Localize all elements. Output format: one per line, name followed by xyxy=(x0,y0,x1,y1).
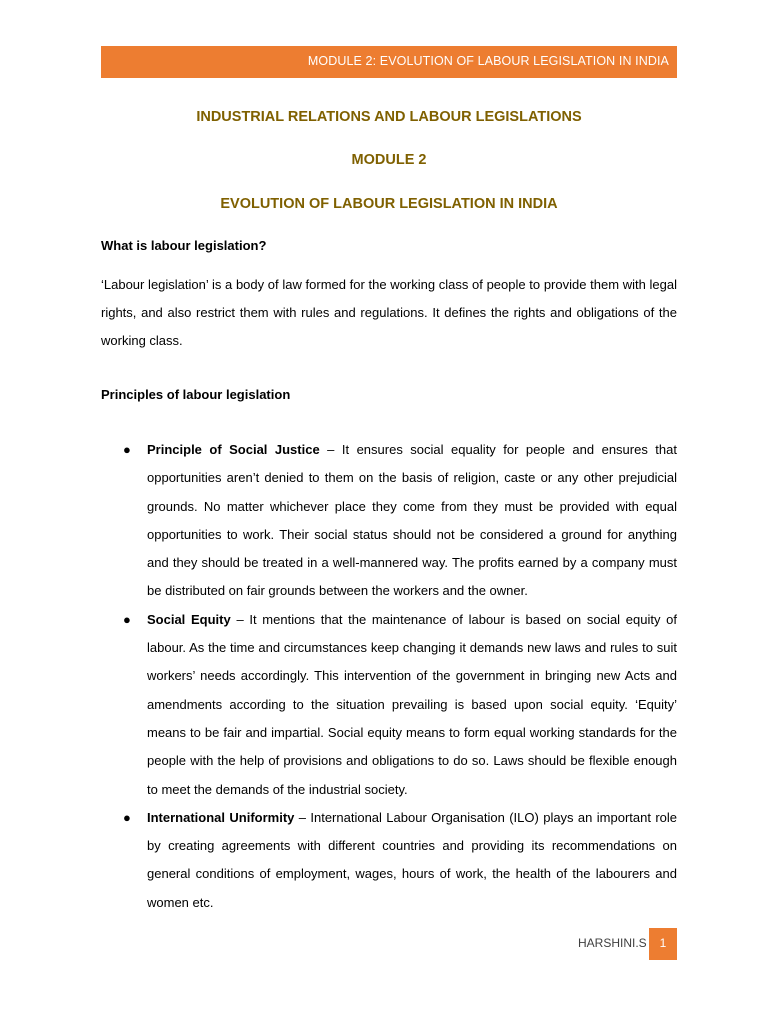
module-title: MODULE 2 xyxy=(351,152,427,168)
bullet-icon: ● xyxy=(123,611,131,627)
footer-author: HARSHINI.S xyxy=(578,936,647,950)
principle-description: – International Labour Organisation (ILO) plays an important role by creating agreements with different countries and providing its recommendations on general conditions of employment, wages, hours of work, the health of the labourers and women etc. xyxy=(147,809,678,910)
list-item xyxy=(101,436,677,606)
principle-description: – It ensures social equality for people and ensures that opportunities aren’t denied to them on the basis of religion, caste or any other prejudicial grounds. No matter whichever place they come from they must be provided with equal opportunities to work. Their social status should not be considered a ground for anything and they should be treated in a well-mannered way. The profits earned by a company must be distributed on fair grounds between the workers and the owner. xyxy=(147,442,677,599)
page-number-badge: 1 xyxy=(649,928,677,960)
module-subtitle: EVOLUTION OF LABOUR LEGISLATION IN INDIA xyxy=(220,196,558,212)
principle-description: – It mentions that the maintenance of labour is based on social equity of labour. As the time and circumstances keep changing it demands new laws and rules to suit workers’ needs accordingly. This intervention of the government in bringing new Acts and amendments according to the situation prevailing is based upon social equity. ‘Equity’ means to be fair and impartial. Social equity means to form equal working standards for the people with the help of provisions and obligations to do so. Laws should be flexible enough to meet the demands of the industrial society. xyxy=(147,611,677,797)
principles-list xyxy=(101,436,677,917)
running-header xyxy=(101,46,677,78)
section-heading-principles: Principles of labour legislation xyxy=(101,387,291,402)
principle-term: Principle of Social Justice xyxy=(147,442,320,457)
bullet-icon: ● xyxy=(123,809,131,825)
running-header-title: MODULE 2: EVOLUTION OF LABOUR LEGISLATION IN INDIA xyxy=(307,54,669,68)
list-item xyxy=(101,804,677,917)
bullet-icon: ● xyxy=(123,442,131,457)
list-item xyxy=(101,606,677,804)
definition-paragraph: ‘Labour legislation’ is a body of law formed for the working class of people to provide them with legal rights, and also restrict them with rules and regulations. It defines the rights and obligations of the working class. xyxy=(101,277,677,348)
section-heading-what-is: What is labour legislation? xyxy=(101,238,267,253)
principle-term: Social Equity xyxy=(147,611,231,627)
document-title: INDUSTRIAL RELATIONS AND LABOUR LEGISLATIONS xyxy=(196,109,582,125)
principle-term: International Uniformity xyxy=(147,809,295,825)
